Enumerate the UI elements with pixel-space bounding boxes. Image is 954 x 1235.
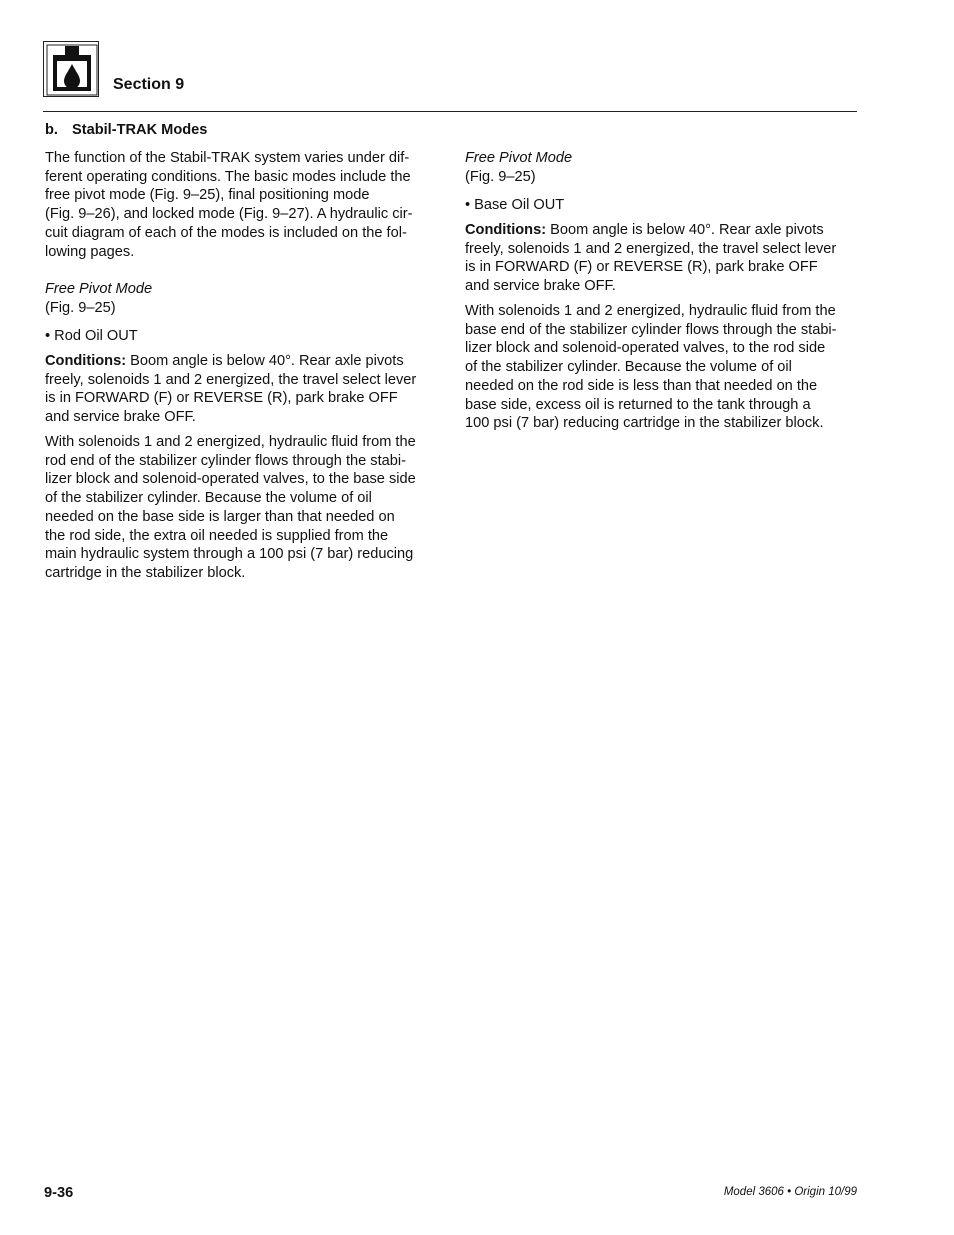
- conditions-line: is in FORWARD (F) or REVERSE (R), park brake OFF: [465, 259, 818, 276]
- intro-line: cuit diagram of each of the modes is included on the fol-: [45, 224, 407, 241]
- body-line: lizer block and solenoid-operated valves, to the rod side: [465, 340, 826, 357]
- conditions-line: freely, solenoids 1 and 2 energized, the travel select lever: [45, 371, 417, 388]
- intro-paragraph: [45, 149, 445, 261]
- intro-line: ferent operating conditions. The basic modes include the: [45, 168, 411, 185]
- page-number: 9-36: [44, 1185, 74, 1201]
- subsection-heading: [45, 122, 207, 138]
- mode-title: Free Pivot Mode: [465, 150, 573, 166]
- mode-figure-ref: (Fig. 9–25): [465, 169, 536, 185]
- intro-line: free pivot mode (Fig. 9–25), final positioning mode: [45, 187, 370, 204]
- body-line: cartridge in the stabilizer block.: [45, 564, 246, 581]
- intro-line: (Fig. 9–26), and locked mode (Fig. 9–27). A hydraulic cir-: [45, 206, 413, 223]
- section-title: Section 9: [113, 76, 185, 93]
- body-line: needed on the rod side is less than that needed on the: [465, 377, 818, 394]
- conditions-label: Conditions:: [45, 353, 127, 369]
- conditions-line: is in FORWARD (F) or REVERSE (R), park brake OFF: [45, 390, 398, 407]
- body-line: main hydraulic system through a 100 psi (7 bar) reducing: [45, 546, 414, 563]
- model-info: Model 3606 • Origin 10/99: [723, 1186, 857, 1198]
- body-line: lizer block and solenoid-operated valves, to the base side: [45, 471, 416, 488]
- body-line: of the stabilizer cylinder. Because the volume of oil: [45, 490, 372, 507]
- subsection-label: b.: [45, 122, 58, 138]
- body-line: base side, excess oil is returned to the tank through a: [465, 396, 811, 413]
- body-line: With solenoids 1 and 2 energized, hydraulic fluid from the: [45, 434, 416, 450]
- conditions-paragraph: [465, 221, 865, 296]
- mode-bullet: • Rod Oil OUT: [45, 328, 138, 344]
- hydraulic-oil-drop-icon: [44, 42, 100, 98]
- intro-line: lowing pages.: [45, 243, 135, 260]
- body-line: needed on the base side is larger than that needed on: [45, 508, 395, 525]
- body-line: base end of the stabilizer cylinder flows through the stabi-: [465, 321, 837, 338]
- body-line: With solenoids 1 and 2 energized, hydraulic fluid from the: [465, 303, 836, 319]
- mode-figure-ref: (Fig. 9–25): [45, 300, 116, 316]
- conditions-label: Conditions:: [465, 222, 547, 238]
- subsection-title: Stabil-TRAK Modes: [72, 122, 208, 138]
- conditions-line: freely, solenoids 1 and 2 energized, the travel select lever: [465, 240, 837, 257]
- body-paragraph: [465, 302, 865, 433]
- body-line: of the stabilizer cylinder. Because the volume of oil: [465, 359, 792, 376]
- body-line: 100 psi (7 bar) reducing cartridge in the stabilizer block.: [465, 415, 824, 432]
- body-line: the rod side, the extra oil needed is supplied from the: [45, 527, 389, 544]
- mode-bullet: • Base Oil OUT: [465, 197, 565, 213]
- conditions-line: and service brake OFF.: [45, 409, 196, 426]
- header-divider: [43, 111, 857, 112]
- conditions-line: Boom angle is below 40°. Rear axle pivots: [126, 353, 404, 369]
- conditions-paragraph: [45, 352, 445, 427]
- conditions-line: Boom angle is below 40°. Rear axle pivots: [546, 222, 824, 238]
- body-line: rod end of the stabilizer cylinder flows through the stabi-: [45, 452, 406, 469]
- intro-line: The function of the Stabil-TRAK system varies under dif-: [45, 150, 410, 166]
- section-logo: [43, 41, 99, 97]
- body-paragraph: [45, 433, 445, 583]
- mode-title: Free Pivot Mode: [45, 281, 153, 297]
- conditions-line: and service brake OFF.: [465, 278, 616, 295]
